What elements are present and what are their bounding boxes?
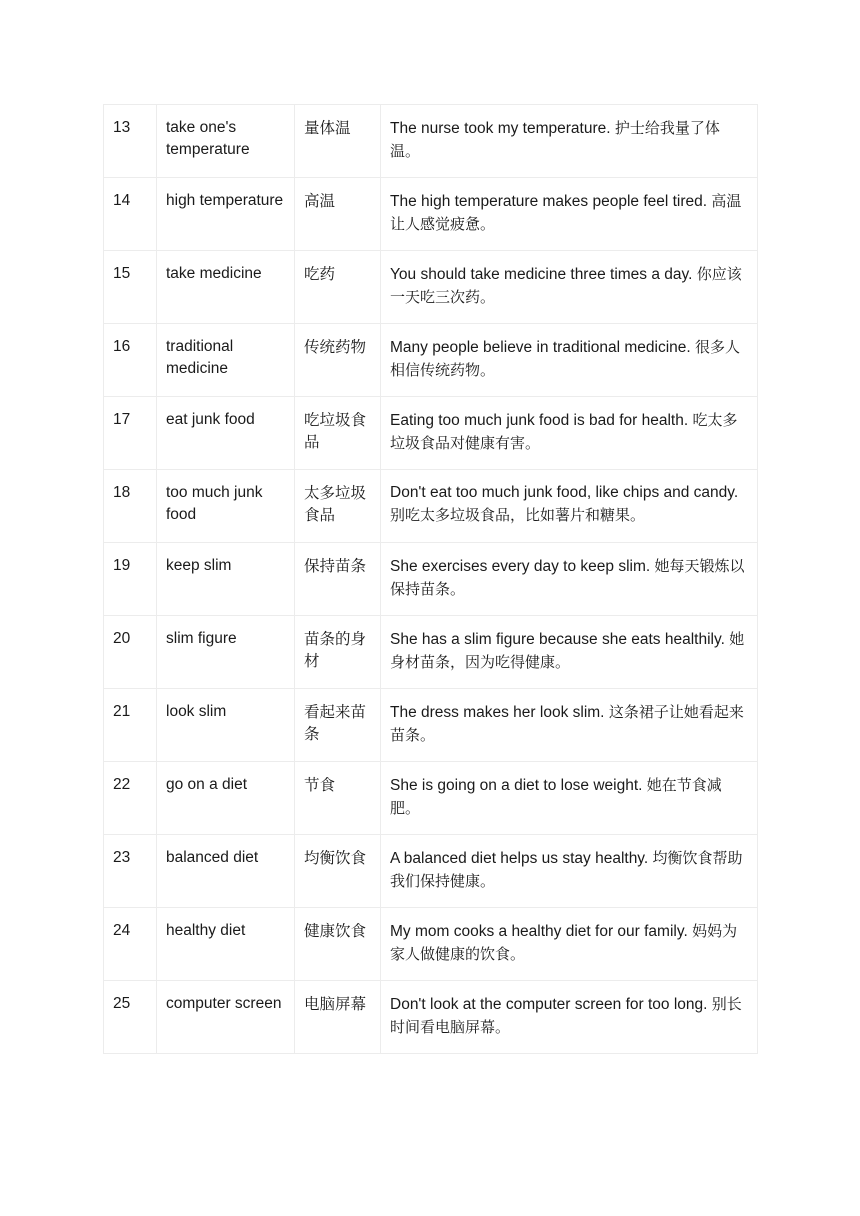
- vocabulary-table-body: [104, 105, 758, 1054]
- example-english: Don't look at the computer screen for too long.: [390, 996, 708, 1013]
- table-row: [104, 324, 758, 397]
- row-number: 21: [104, 689, 157, 762]
- example-chinese: 护士给我量了体温。: [390, 119, 720, 160]
- example-chinese: 别长时间看电脑屏幕。: [390, 995, 742, 1036]
- row-number: 14: [104, 178, 157, 251]
- example-english: The high temperature makes people feel tired.: [390, 193, 708, 210]
- english-phrase: healthy diet: [157, 908, 295, 981]
- row-number: 25: [104, 981, 157, 1054]
- example-chinese: 很多人相信传统药物。: [390, 338, 741, 379]
- english-phrase: take medicine: [157, 251, 295, 324]
- example-sentence: [381, 105, 758, 178]
- table-row: [104, 251, 758, 324]
- example-sentence: [381, 470, 758, 543]
- table-row: [104, 835, 758, 908]
- english-phrase: too much junk food: [157, 470, 295, 543]
- chinese-meaning: 均衡饮食: [295, 835, 381, 908]
- chinese-meaning: 吃药: [295, 251, 381, 324]
- chinese-meaning: 苗条的身材: [295, 616, 381, 689]
- table-row: [104, 543, 758, 616]
- english-phrase: traditional medicine: [157, 324, 295, 397]
- row-number: 18: [104, 470, 157, 543]
- example-chinese: 你应该一天吃三次药。: [390, 265, 742, 306]
- example-sentence: [381, 908, 758, 981]
- row-number: 19: [104, 543, 157, 616]
- chinese-meaning: 量体温: [295, 105, 381, 178]
- example-english: Many people believe in traditional medicine.: [390, 339, 691, 356]
- chinese-meaning: 节食: [295, 762, 381, 835]
- example-english: The nurse took my temperature.: [390, 120, 611, 137]
- table-row: [104, 981, 758, 1054]
- example-sentence: [381, 178, 758, 251]
- chinese-meaning: 太多垃圾食品: [295, 470, 381, 543]
- table-row: [104, 762, 758, 835]
- example-chinese: 吃太多垃圾食品对健康有害。: [390, 411, 738, 452]
- row-number: 23: [104, 835, 157, 908]
- table-row: [104, 178, 758, 251]
- example-sentence: [381, 981, 758, 1054]
- chinese-meaning: 看起来苗条: [295, 689, 381, 762]
- example-english: She exercises every day to keep slim.: [390, 558, 651, 575]
- chinese-meaning: 保持苗条: [295, 543, 381, 616]
- english-phrase: computer screen: [157, 981, 295, 1054]
- example-english: Eating too much junk food is bad for health.: [390, 412, 689, 429]
- example-chinese: 这条裙子让她看起来苗条。: [390, 703, 744, 744]
- english-phrase: high temperature: [157, 178, 295, 251]
- table-row: [104, 397, 758, 470]
- row-number: 24: [104, 908, 157, 981]
- english-phrase: go on a diet: [157, 762, 295, 835]
- example-sentence: [381, 397, 758, 470]
- english-phrase: take one's temperature: [157, 105, 295, 178]
- english-phrase: look slim: [157, 689, 295, 762]
- row-number: 16: [104, 324, 157, 397]
- chinese-meaning: 传统药物: [295, 324, 381, 397]
- example-chinese: 妈妈为家人做健康的饮食。: [390, 922, 738, 963]
- example-english: A balanced diet helps us stay healthy.: [390, 850, 649, 867]
- example-chinese: 高温让人感觉疲惫。: [390, 192, 742, 233]
- example-sentence: [381, 762, 758, 835]
- chinese-meaning: 高温: [295, 178, 381, 251]
- example-chinese: 别吃太多垃圾食品，比如薯片和糖果。: [390, 506, 646, 524]
- table-row: [104, 105, 758, 178]
- example-sentence: [381, 616, 758, 689]
- table-row: [104, 689, 758, 762]
- example-chinese: 均衡饮食帮助我们保持健康。: [390, 849, 743, 890]
- row-number: 13: [104, 105, 157, 178]
- english-phrase: balanced diet: [157, 835, 295, 908]
- example-sentence: [381, 689, 758, 762]
- example-english: She has a slim figure because she eats healthily.: [390, 631, 725, 648]
- example-sentence: [381, 543, 758, 616]
- vocabulary-table: [103, 104, 758, 1054]
- row-number: 22: [104, 762, 157, 835]
- table-row: [104, 470, 758, 543]
- chinese-meaning: 电脑屏幕: [295, 981, 381, 1054]
- example-sentence: [381, 324, 758, 397]
- example-english: Don't eat too much junk food, like chips and candy.: [390, 484, 739, 501]
- example-sentence: [381, 251, 758, 324]
- example-english: The dress makes her look slim.: [390, 704, 605, 721]
- english-phrase: slim figure: [157, 616, 295, 689]
- table-row: [104, 616, 758, 689]
- example-sentence: [381, 835, 758, 908]
- example-english: You should take medicine three times a day.: [390, 266, 693, 283]
- example-chinese: 她每天锻炼以保持苗条。: [390, 557, 745, 598]
- chinese-meaning: 吃垃圾食品: [295, 397, 381, 470]
- example-chinese: 她在节食减肥。: [390, 776, 722, 817]
- english-phrase: eat junk food: [157, 397, 295, 470]
- example-chinese: 她身材苗条，因为吃得健康。: [390, 630, 745, 671]
- row-number: 15: [104, 251, 157, 324]
- example-english: She is going on a diet to lose weight.: [390, 777, 643, 794]
- row-number: 17: [104, 397, 157, 470]
- row-number: 20: [104, 616, 157, 689]
- table-row: [104, 908, 758, 981]
- english-phrase: keep slim: [157, 543, 295, 616]
- chinese-meaning: 健康饮食: [295, 908, 381, 981]
- example-english: My mom cooks a healthy diet for our family.: [390, 923, 688, 940]
